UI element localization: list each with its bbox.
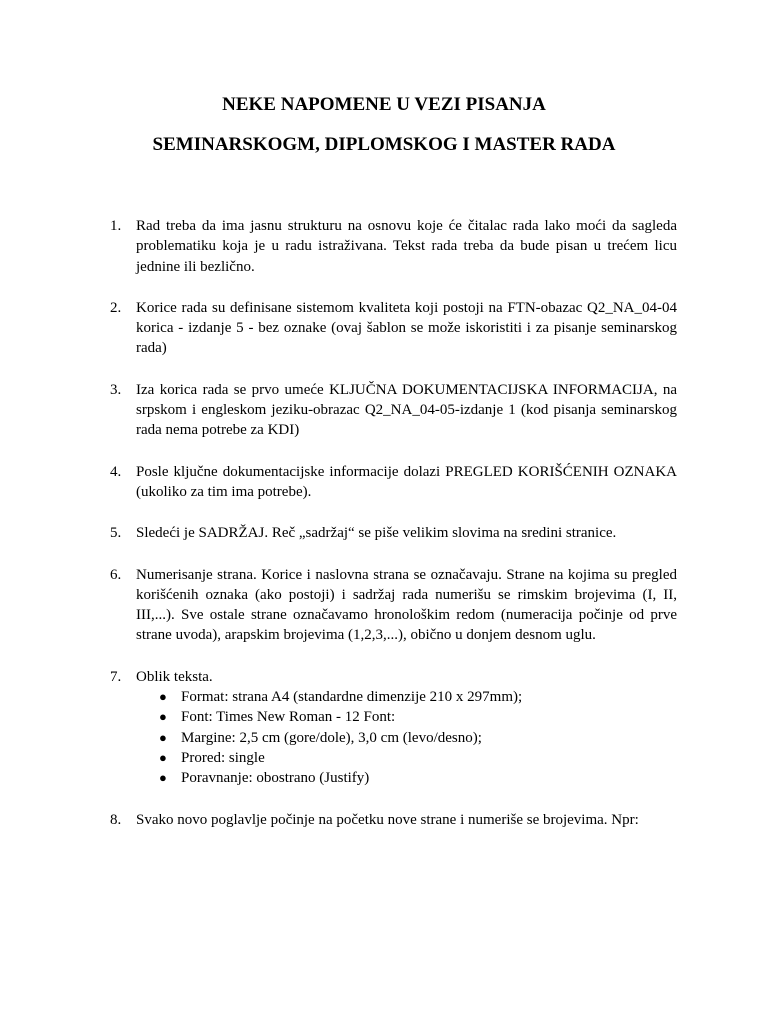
bullet-item-text: Font: Times New Roman - 12 Font:	[181, 709, 396, 726]
list-item-number: 4.	[110, 463, 122, 480]
bullet-icon: ●	[159, 709, 167, 725]
list-item-text: Svako novo poglavlje počinje na početku nove strane i numeriše se brojevima. Npr:	[136, 811, 639, 828]
list-item-8	[0, 810, 768, 830]
list-item-6	[0, 565, 768, 646]
list-item-number: 8.	[110, 811, 122, 828]
list-item-number: 7.	[110, 668, 122, 685]
list-item-4	[0, 462, 768, 503]
bullet-item-text: Poravnanje: obostrano (Justify)	[181, 770, 370, 787]
bullet-item-text: Margine: 2,5 cm (gore/dole), 3,0 cm (levo/desno);	[181, 729, 482, 746]
bullet-icon: ●	[159, 729, 167, 745]
list-item-3	[0, 380, 768, 441]
list-item-number: 3.	[110, 381, 122, 398]
bullet-item-text: Format: strana A4 (standardne dimenzije 210 x 297mm);	[181, 689, 523, 706]
bullet-item	[159, 687, 768, 707]
list-item-2	[0, 298, 768, 359]
bullet-item-text: Prored: single	[181, 749, 265, 766]
document-title-line-2: SEMINARSKOGM, DIPLOMSKOG I MASTER RADA	[152, 134, 616, 155]
document-title-line-1: NEKE NAPOMENE U VEZI PISANJA	[222, 94, 546, 115]
bullet-item	[159, 748, 768, 768]
bullet-item	[159, 768, 768, 788]
list-item-text: Korice rada su definisane sistemom kvaliteta koji postoji na FTN-obazac Q2_NA_04-04 korica - izdanje 5 - bez oznake (ovaj šablon se može iskoristiti i za pisanje seminarskog rada)	[136, 299, 677, 357]
bullet-item	[159, 728, 768, 748]
list-item-1	[0, 216, 768, 277]
list-item-text: Rad treba da ima jasnu strukturu na osnovu koje će čitalac rada lako moći da sagleda problematiku koja je u radu istraživana. Tekst rada treba da bude pisan u trećem licu jednine ili bezlično.	[136, 218, 677, 275]
list-item-5	[0, 523, 768, 543]
bullet-item	[159, 707, 768, 727]
bullet-icon: ●	[159, 770, 167, 786]
bullet-list	[0, 687, 768, 788]
list-item-text: Numerisanje strana. Korice i naslovna strana se označavaju. Strane na kojima su pregled korišćenih oznaka (ako postoji) i sadržaj rada numerišu se rimskim brojevima (I, II, III,...). Sve ostale strane označavamo hronološkim redom (numeracija počinje od prve strane uvoda), arapskim brojevima (1,2,3,...), obično u donjem desnom uglu.	[136, 566, 677, 644]
list-item-number: 5.	[110, 525, 122, 542]
list-item-number: 1.	[110, 218, 122, 234]
bullet-icon: ●	[159, 749, 167, 765]
list-item-text: Sledeći je SADRŽAJ. Reč „sadržaj“ se piše velikim slovima na sredini stranice.	[136, 525, 617, 542]
list-item-text: Oblik teksta.	[136, 668, 213, 685]
list-item-number: 6.	[110, 566, 122, 583]
numbered-list	[0, 216, 768, 851]
list-item-7	[0, 667, 768, 789]
list-item-text: Iza korica rada se prvo umeće KLJUČNA DOKUMENTACIJSKA INFORMACIJA, na srpskom i engleskom jeziku-obrazac Q2_NA_04-05-izdanje 1 (kod pisanja seminarskog rada nema potrebe za KDI)	[136, 381, 677, 439]
list-item-text: Posle ključne dokumentacijske informacije dolazi PREGLED KORIŠĆENIH OZNAKA (ukoliko za tim ima potrebe).	[136, 463, 677, 500]
bullet-icon: ●	[159, 689, 167, 705]
list-item-number: 2.	[110, 299, 122, 316]
